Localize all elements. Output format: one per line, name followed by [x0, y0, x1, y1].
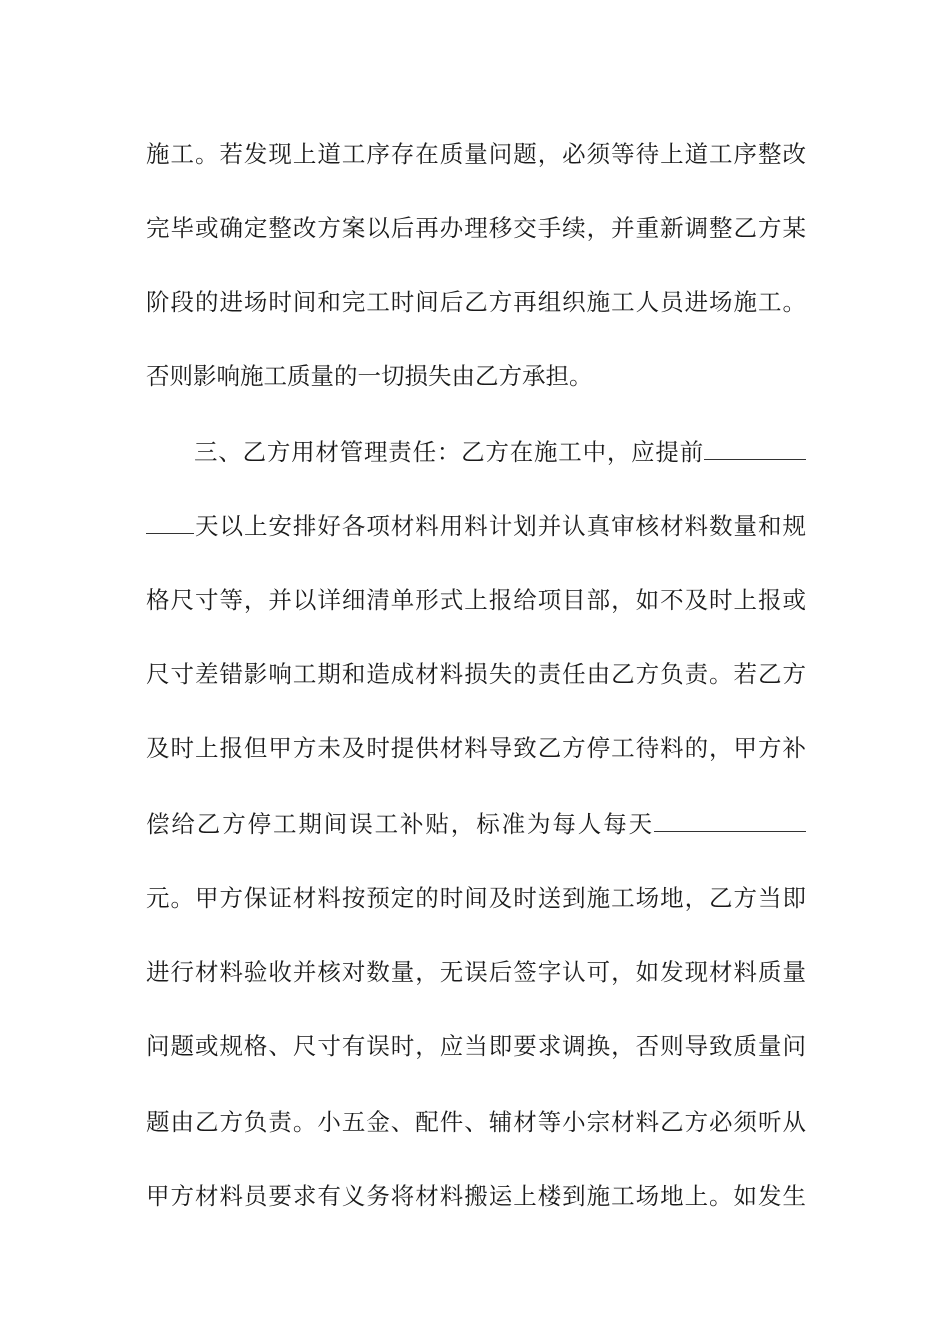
line-text: 偿给乙方停工期间误工补贴，标准为每人每天 [146, 810, 654, 838]
paragraph-line: 甲方材料员要求有义务将材料搬运上楼到施工场地上。如发生 [146, 1182, 806, 1210]
paragraph-line: 元。甲方保证材料按预定的时间及时送到施工场地，乙方当即 [146, 884, 806, 912]
fill-in-blank-days-continued [146, 507, 194, 534]
section-three-text: 三、乙方用材管理责任：乙方在施工中，应提前 [194, 438, 704, 466]
paragraph-line: 题由乙方负责。小五金、配件、辅材等小宗材料乙方必须听从 [146, 1108, 806, 1136]
paragraph-line [146, 804, 806, 844]
paragraph-line: 及时上报但甲方未及时提供材料导致乙方停工待料的，甲方补 [146, 734, 806, 762]
paragraph-line: 否则影响施工质量的一切损失由乙方承担。 [146, 362, 593, 390]
paragraph-line: 尺寸差错影响工期和造成材料损失的责任由乙方负责。若乙方 [146, 660, 806, 688]
line-text: 天以上安排好各项材料用料计划并认真审核材料数量和规 [194, 512, 806, 540]
paragraph-line: 施工。若发现上道工序存在质量问题，必须等待上道工序整改 [146, 140, 806, 168]
paragraph-line: 阶段的进场时间和完工时间后乙方再组织施工人员进场施工。 [146, 288, 806, 316]
paragraph-line: 完毕或确定整改方案以后再办理移交手续，并重新调整乙方某 [146, 214, 806, 242]
paragraph-line: 问题或规格、尺寸有误时，应当即要求调换，否则导致质量问 [146, 1032, 806, 1060]
fill-in-blank-subsidy [654, 805, 806, 832]
paragraph-line: 进行材料验收并核对数量，无误后签字认可，如发现材料质量 [146, 958, 806, 986]
section-three-heading-line [194, 432, 806, 472]
paragraph-line [146, 506, 806, 546]
paragraph-line: 格尺寸等，并以详细清单形式上报给项目部，如不及时上报或 [146, 586, 806, 614]
fill-in-blank-days [704, 433, 806, 460]
